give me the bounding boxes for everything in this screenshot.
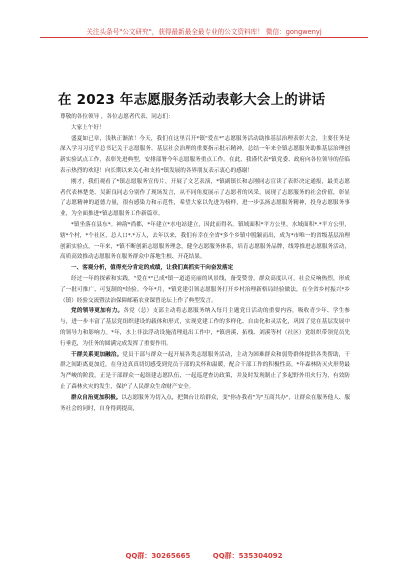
section-heading-1: 一、客观分析，值得充分肯定的成绩，让我们真抓实干向奋发落定 — [71, 265, 234, 272]
footer-qq-group-2: QQ群：535304092 — [212, 552, 283, 560]
paragraph-6 — [60, 350, 350, 393]
paragraph-7-text: 以志愿服务为切入点，把舞台让给群众，变"你办我看"为"互商共办"，让群众在服务他人、服务社会的同时，自身得到提高， — [60, 394, 350, 412]
greeting: 大家上午好！ — [71, 124, 105, 131]
paragraph-1: 盛夏如已章，浅秋正渐浓！今天，我们在这里召开*镇"爱在*"志愿服务活动助推基层治理表彰大会，主要任务是深入学习习近平总书记关于志愿服务、基层社会治理的重要指示批示精神，总结一年来全镇志愿服务助推基层治理创新实验试点工作，表彰先进典型，安排部署今年志愿服务重点工作。在此，我谨代表*镇党委、政府向各位领导的莅临表示热烈的欢迎！向长期以来关心和支持*镇发展的各界朋友表示衷心的感谢！ — [60, 135, 350, 174]
paragraph-5-lead: 党的领导更加有力。 — [71, 308, 124, 315]
header-banner: 关注头条号"公文研究"，获得最新最全最专业的公文资料库！ 微信：gongwenyj — [86, 28, 322, 36]
header-rule — [40, 37, 368, 38]
paragraph-5 — [60, 306, 350, 349]
paragraph-4: 经过一年的探索和实践，"爱在*"已成*镇一道道亮丽的风景线，备受赞誉，群众高度认可，社会反响热烈，形成了一批可推广、可复制的*经验。今年*月，*镇党建引领志愿服务打开乡村治理新格局经验做法，在全省乡村振兴*乡（镇）经验交流暨法治保障邮箱农业课曾论坛上作了典型发言。 — [60, 275, 350, 304]
paragraph-6-lead: 干群关系更加融洽。 — [71, 351, 123, 358]
footer-qq-group-1: QQ群：30265665 — [125, 552, 191, 560]
salutation: 尊敬的各位领导 ，各位志愿者代表、同志们： — [60, 114, 174, 120]
paragraph-5-text: 各党（总）支部主动将志愿服务纳入每月主题党日活动的重要内容，吸收青少年、学生参与，进一步丰富了基层党组织建设的载体和形式，实现党建工作的多样化、自由化和灵活化，巩固了党在基层发展中的领导力和影响力。*年，水上非法浮动设施清理退出工作中，*镇唐溪、拓栈、刘溪等村（社区）党组织带领党员先行垂范，为任务的圆满完成发挥了重要作用。 — [60, 308, 350, 347]
paragraph-7 — [60, 393, 350, 415]
document-body — [60, 112, 350, 414]
paragraph-2: 刚才，我们观看了*镇志愿服务宣传片，开展了文艺表演，*镇副镇长和志刚同志宣读了表彰决定通报，最美志愿者代表林楚尧、吴新良同志分别作了现场发言，从不同角度展示了志愿者的风采，展现了志愿服务的社会价值，彰显了志愿精神的道德力量，很有感染力和示范性，希望大家以先进为榜样，进一步弘扬志愿服务精神，投身志愿服务事业，为全面推进*镇志愿服务工作新篇章。 — [60, 178, 350, 218]
paragraph-6-text: 党员干部与群众一起开展各类志愿服务活动，主动为困难群众和弱势群体提供各类帮助，干群之间距离更加近，在身边真真切切感受到党员干部的关怀和温暖，配合干部工作的积极性高。*年森林防灭火形势最为严峻的阶段，正是干部群众一起组建志愿队伍，一起巡逻查访政策，并及时发现制止了多起野外用火行为，有效防止了森林火灾的发生，保护了人民群众生命财产安全。 — [60, 351, 350, 390]
footer-contact — [0, 551, 408, 561]
paragraph-3: *镇坐落在县东*。神韵*尚都，*年建立*水电站建立，因此而得名。镇域面积*平方公里，水域面积*.*平方公里，辖*个村，*个社区，总人口*.*万人，去年以来，我们有幸在全省*多个乡镇中脱颖而出，成为*市唯一的省级基层治理创新实验点，一年来，*镇不断创新志愿服务理念，健全志愿服务体系，培育志愿服务品牌，线筹推进志愿服务活动，高质高效推动志愿服务在服务群众中落地生根、开花结果。 — [60, 221, 350, 261]
paragraph-7-lead: 群众自治更加积极。 — [71, 394, 122, 401]
document-title: 在 2023 年志愿服务活动表彰大会上的讲话 — [58, 92, 326, 108]
